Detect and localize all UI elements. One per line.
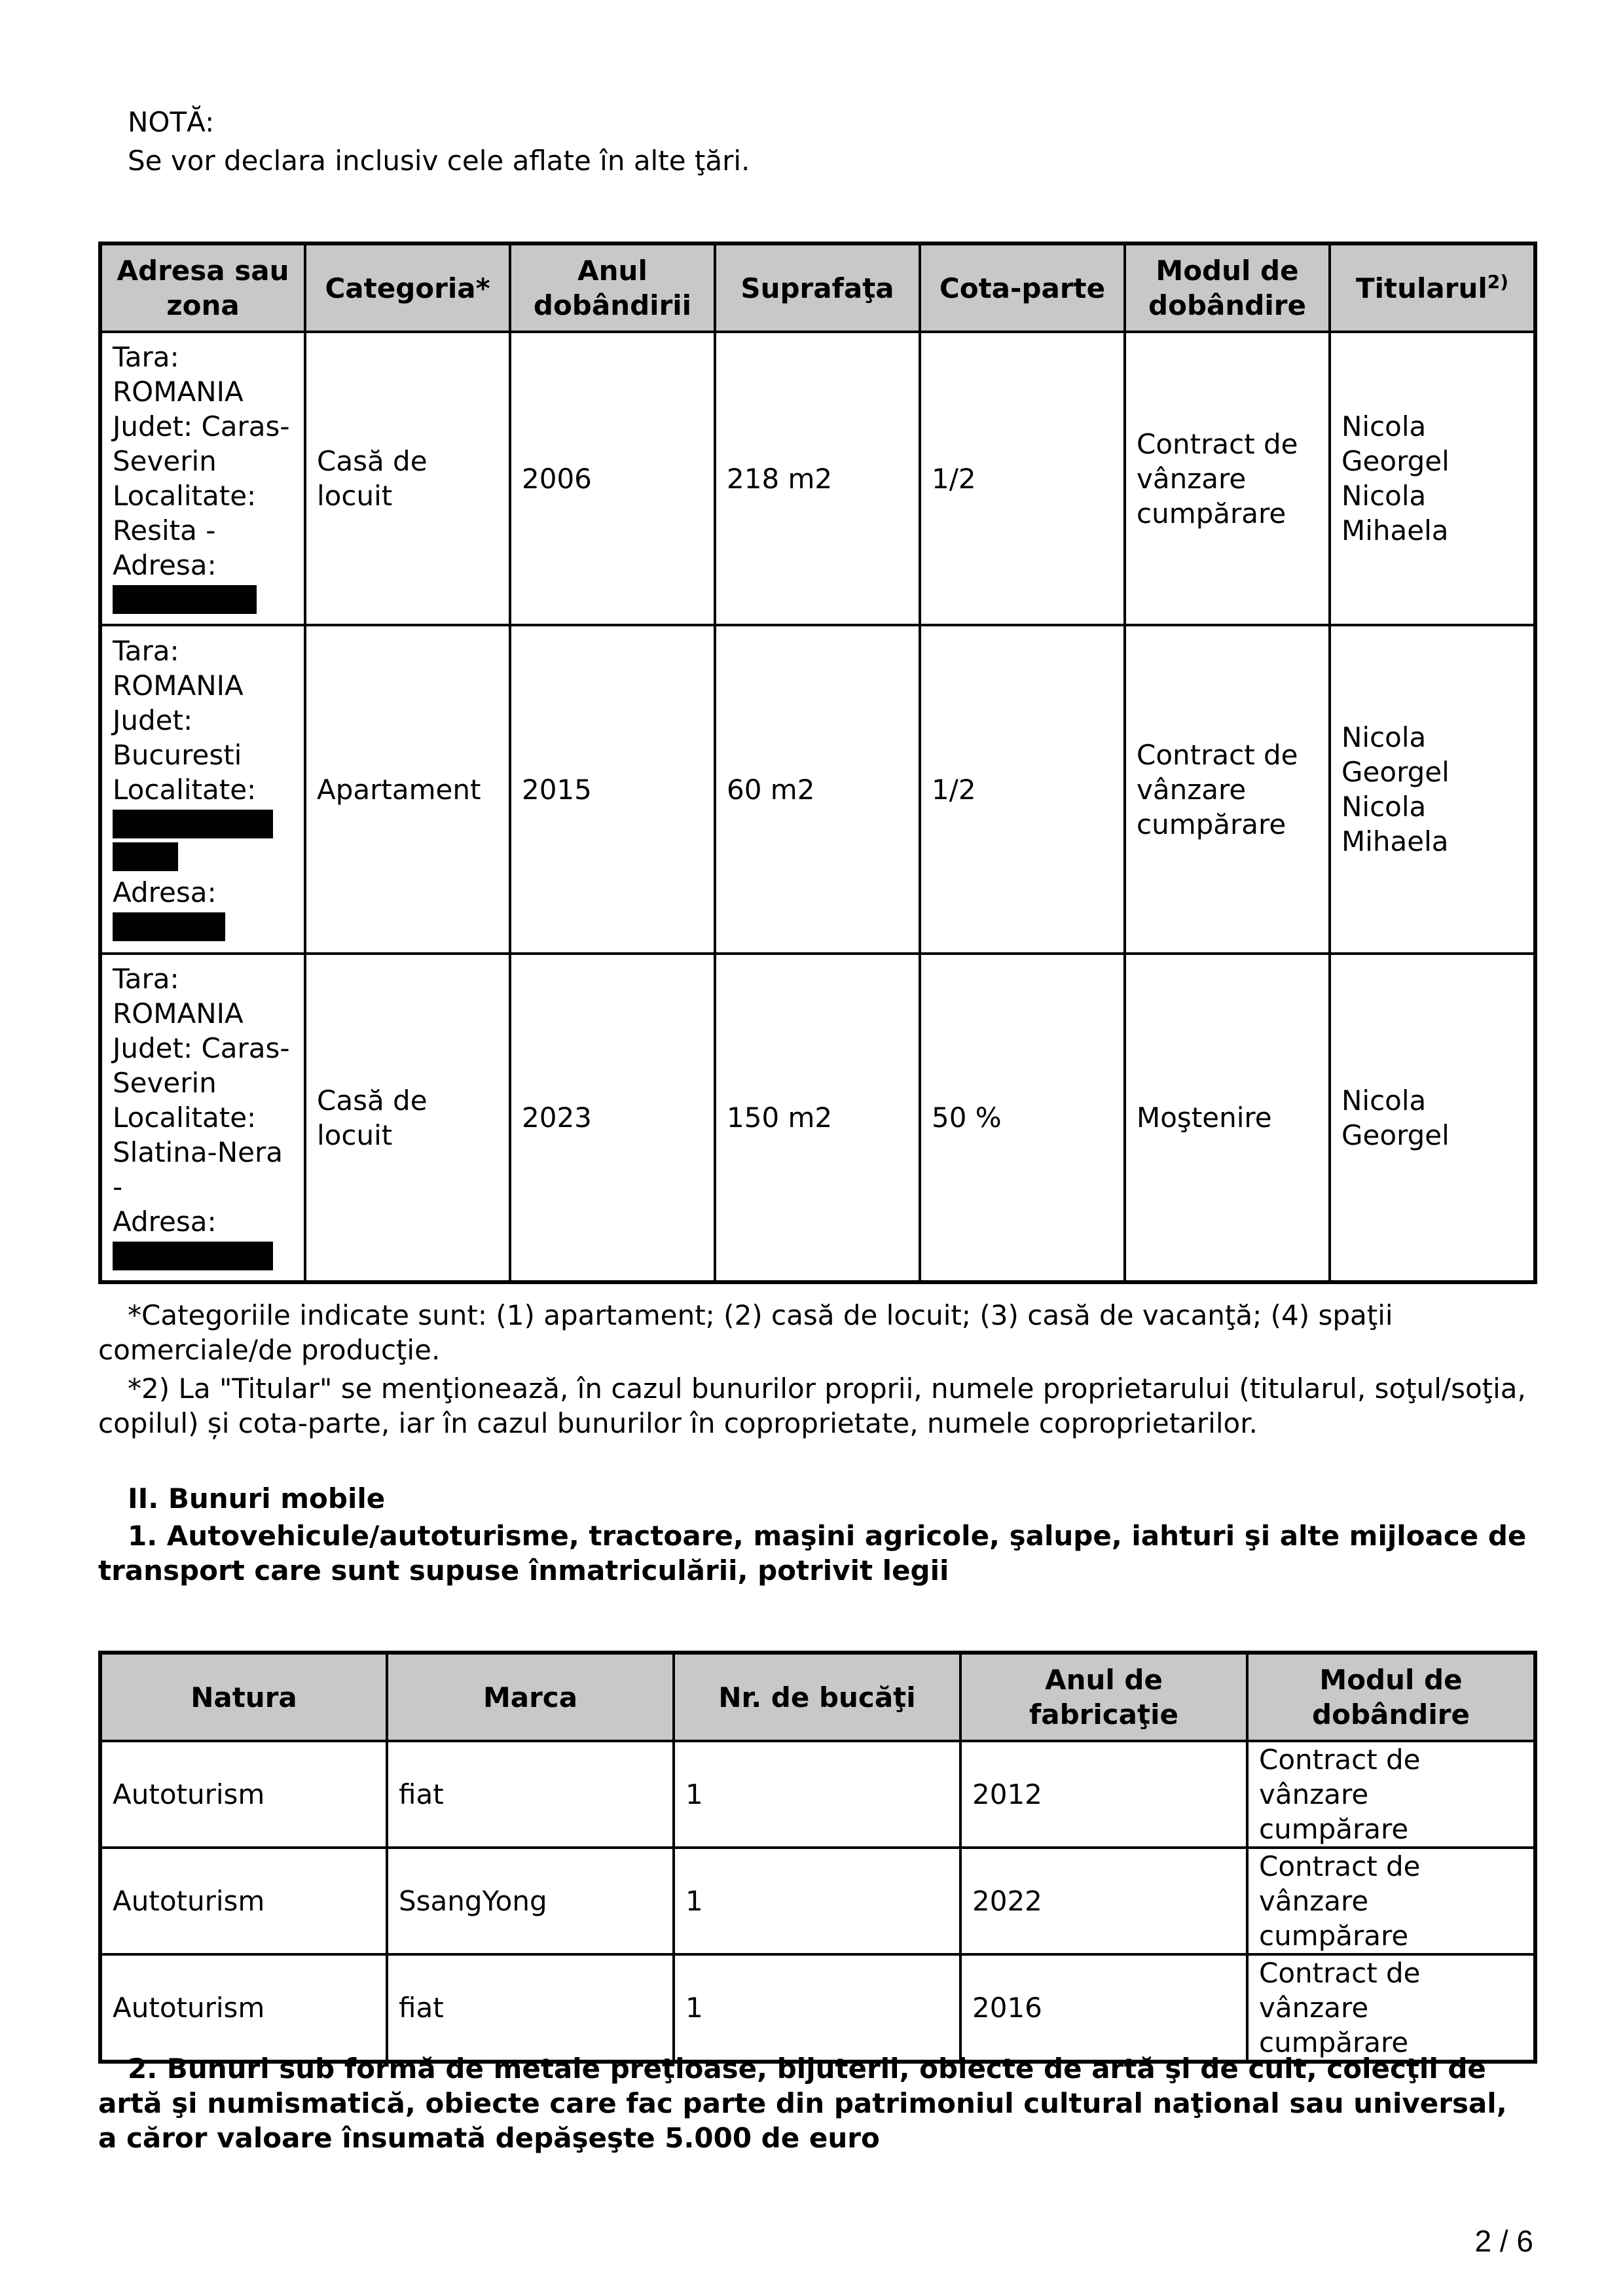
table-row (100, 1848, 1535, 1954)
address-line: Bucuresti (113, 739, 242, 771)
year-cell: 2022 (960, 1848, 1247, 1954)
holder-line: Georgel (1341, 1119, 1450, 1151)
mode-cell: Contract de vânzare cumpărare (1247, 1848, 1535, 1954)
holder-line: Georgel (1341, 445, 1450, 477)
table-row (100, 954, 1535, 1282)
header-holder-footnote: 2) (1487, 270, 1509, 293)
address-line: ROMANIA (113, 670, 244, 702)
address-line: ROMANIA (113, 997, 244, 1030)
mode-cell: Contract de vânzare cumpărare (1125, 332, 1330, 625)
mode-cell: Contract de vânzare cumpărare (1125, 625, 1330, 954)
address-line: Severin (113, 1066, 217, 1099)
holder-cell (1330, 332, 1535, 625)
brand-cell: fiat (387, 1741, 674, 1848)
redaction-bar (113, 1242, 273, 1270)
year-cell: 2015 (510, 625, 715, 954)
address-line: Slatina-Nera (113, 1136, 283, 1168)
redaction-bar (113, 842, 178, 871)
header-count: Nr. de bucăţi (674, 1653, 960, 1741)
header-holder-label: Titularul (1355, 272, 1487, 304)
header-holder (1330, 243, 1535, 332)
address-cell (100, 625, 305, 954)
address-cell (100, 332, 305, 625)
holder-line: Mihaela (1341, 825, 1449, 857)
address-line: - (113, 1170, 123, 1203)
note-heading: NOTĂ: (128, 106, 215, 138)
nature-cell: Autoturism (100, 1954, 387, 2062)
year-cell: 2016 (960, 1954, 1247, 2062)
year-cell: 2012 (960, 1741, 1247, 1848)
mode-cell: Contract de vânzare cumpărare (1247, 1954, 1535, 2062)
count-cell: 1 (674, 1848, 960, 1954)
holder-line: Nicola (1341, 1084, 1427, 1117)
holder-line: Georgel (1341, 756, 1450, 788)
holder-line: Nicola (1341, 480, 1427, 512)
share-cell: 50 % (920, 954, 1125, 1282)
brand-cell: SsangYong (387, 1848, 674, 1954)
address-line: Localitate: (113, 774, 257, 806)
address-line: Tara: (113, 340, 179, 373)
page-number: 2 / 6 (1474, 2224, 1533, 2258)
brand-cell: fiat (387, 1954, 674, 2062)
area-cell: 218 m2 (715, 332, 920, 625)
category-cell: Casă de locuit (305, 332, 510, 625)
header-mode: Modul de dobândire (1247, 1653, 1535, 1741)
count-cell: 1 (674, 1954, 960, 2062)
area-cell: 60 m2 (715, 625, 920, 954)
address-line: Adresa: (113, 876, 217, 908)
address-line: Adresa: (113, 548, 217, 581)
header-share: Cota-parte (920, 243, 1125, 332)
category-cell: Casă de locuit (305, 954, 510, 1282)
footnote-titular: *2) La "Titular" se menţionează, în cazul bunurilor proprii, numele proprietarului (titularul, soţul/soţia, copilul) și cota-parte, iar în cazul bunurilor în coproprietate, numele coproprietarilor. (98, 1372, 1526, 1439)
redaction-bar (113, 912, 225, 941)
header-category: Categoria* (305, 243, 510, 332)
table-row (100, 1741, 1535, 1848)
address-line: Judet: Caras- (113, 1031, 290, 1064)
year-cell: 2023 (510, 954, 715, 1282)
address-line: Tara: (113, 635, 179, 667)
nature-cell: Autoturism (100, 1741, 387, 1848)
header-nature: Natura (100, 1653, 387, 1741)
holder-line: Mihaela (1341, 514, 1449, 547)
share-cell: 1/2 (920, 332, 1125, 625)
share-cell: 1/2 (920, 625, 1125, 954)
header-year: Anul de fabricaţie (960, 1653, 1247, 1741)
header-mode: Modul de dobândire (1125, 243, 1330, 332)
category-cell: Apartament (305, 625, 510, 954)
nature-cell: Autoturism (100, 1848, 387, 1954)
subsection-valuables-title: 2. Bunuri sub formă de metale preţioase, bijuterii, obiecte de artă şi de cult, colecţii de artă şi numismatică, obiecte care fac parte din patrimoniul cultural naţional sau universal, a căror valoare însumată depăşeşte 5.000 de euro (98, 2053, 1507, 2154)
holder-line: Nicola (1341, 791, 1427, 823)
address-line: Localitate: (113, 479, 257, 512)
header-year: Anul dobândirii (510, 243, 715, 332)
note-text: Se vor declara inclusiv cele aflate în alte ţări. (128, 145, 750, 177)
holder-line: Nicola (1341, 410, 1427, 442)
address-line: Resita - (113, 514, 216, 547)
holder-line: Nicola (1341, 721, 1427, 753)
holder-cell (1330, 954, 1535, 1282)
address-line: Severin (113, 444, 217, 477)
count-cell: 1 (674, 1741, 960, 1848)
header-address: Adresa sau zona (100, 243, 305, 332)
address-line: ROMANIA (113, 375, 244, 408)
table-row (100, 625, 1535, 954)
table-header-row (100, 1653, 1535, 1741)
address-line: Localitate: (113, 1101, 257, 1134)
real-estate-table (98, 242, 1537, 1284)
address-line: Adresa: (113, 1205, 217, 1238)
address-line: Judet: (113, 704, 193, 736)
vehicles-table (98, 1651, 1537, 2064)
subsection-vehicles-title: 1. Autovehicule/autoturisme, tractoare, maşini agricole, şalupe, iahturi şi alte mijloace de transport care sunt supuse înmatriculării, potrivit legii (98, 1520, 1527, 1587)
footnote-categories: *Categoriile indicate sunt: (1) apartament; (2) casă de locuit; (3) casă de vacanţă; (4) spaţii comerciale/de producţie. (98, 1299, 1393, 1366)
holder-cell (1330, 625, 1535, 954)
redaction-bar (113, 810, 273, 838)
address-line: Judet: Caras- (113, 410, 290, 442)
header-area: Suprafaţa (715, 243, 920, 332)
address-cell (100, 954, 305, 1282)
table-row (100, 1954, 1535, 2062)
redaction-bar (113, 585, 257, 614)
header-brand: Marca (387, 1653, 674, 1741)
table-header-row (100, 243, 1535, 332)
year-cell: 2006 (510, 332, 715, 625)
section-title: II. Bunuri mobile (128, 1482, 386, 1515)
table-row (100, 332, 1535, 625)
mode-cell: Moştenire (1125, 954, 1330, 1282)
mode-cell: Contract de vânzare cumpărare (1247, 1741, 1535, 1848)
address-line: Tara: (113, 962, 179, 995)
area-cell: 150 m2 (715, 954, 920, 1282)
